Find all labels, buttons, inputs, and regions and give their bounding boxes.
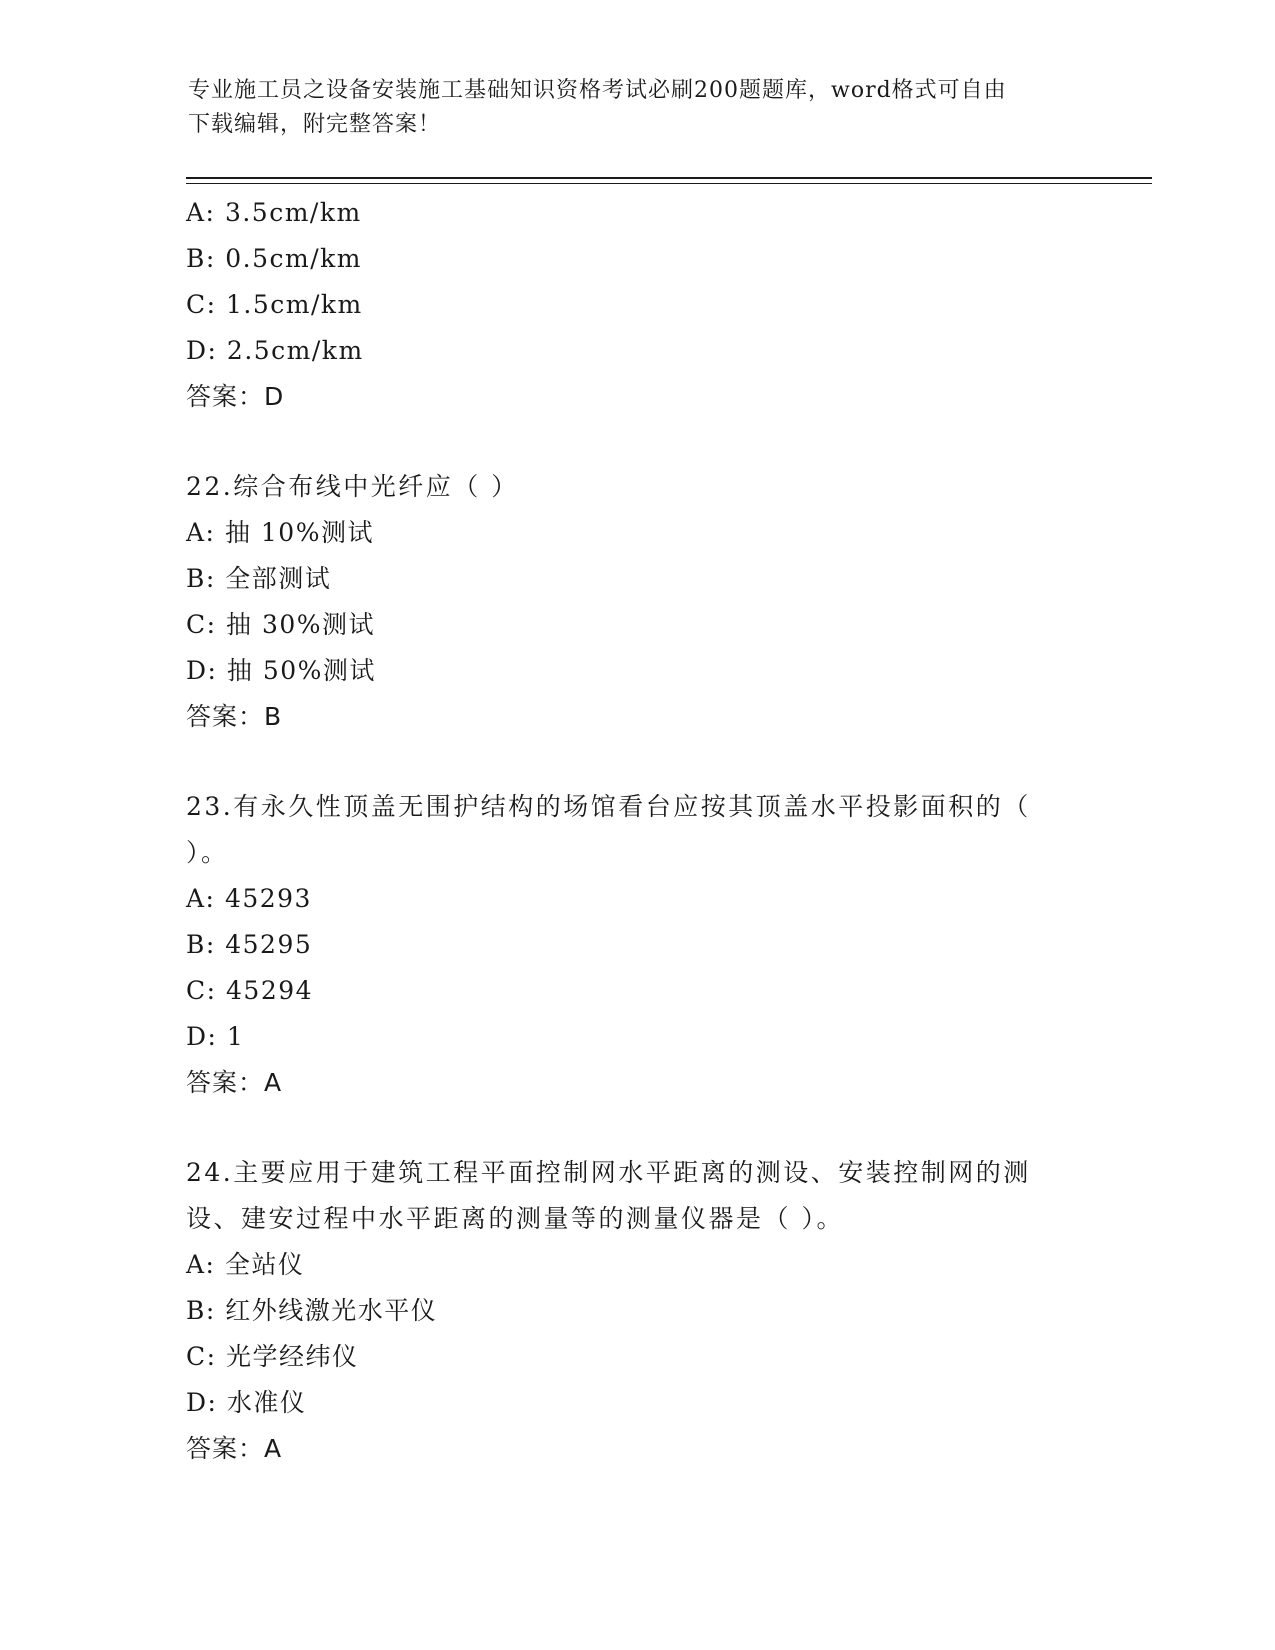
option-a: A: 45293: [186, 884, 312, 913]
question-22: [186, 464, 1086, 740]
header-divider-thick: [186, 177, 1152, 179]
answer: 答案：A: [186, 1434, 283, 1463]
header-line-2: 下载编辑，附完整答案！: [188, 112, 442, 137]
option-b: B: 红外线激光水平仪: [186, 1296, 438, 1325]
option-b: B: 0.5cm/km: [186, 244, 362, 273]
question-list: [186, 190, 1086, 1472]
document-header: [188, 74, 1088, 142]
option-c: C: 45294: [186, 976, 314, 1005]
option-d: D: 抽 50%测试: [186, 656, 376, 685]
question-21: [186, 190, 1086, 420]
option-a: A: 抽 10%测试: [186, 518, 374, 547]
question-stem-line-2: 设、建安过程中水平距离的测量等的测量仪器是（ ）。: [186, 1204, 844, 1233]
option-a: A: 全站仪: [186, 1250, 305, 1279]
option-d: D: 1: [186, 1022, 245, 1051]
header-divider-thin: [186, 183, 1152, 184]
option-c: C: 光学经纬仪: [186, 1342, 359, 1371]
option-d: D: 2.5cm/km: [186, 336, 364, 365]
question-24: [186, 1150, 1086, 1472]
option-a: A: 3.5cm/km: [186, 198, 362, 227]
option-b: B: 全部测试: [186, 564, 332, 593]
answer: 答案：A: [186, 1068, 283, 1097]
header-line-1: 专业施工员之设备安装施工基础知识资格考试必刷200题题库，word格式可自由: [188, 78, 1007, 103]
question-23: [186, 784, 1086, 1106]
question-stem: 22.综合布线中光纤应（ ）: [186, 472, 519, 501]
answer: 答案：D: [186, 382, 285, 411]
answer: 答案：B: [186, 702, 283, 731]
option-b: B: 45295: [186, 930, 313, 959]
question-stem-line-1: 24.主要应用于建筑工程平面控制网水平距离的测设、安装控制网的测: [186, 1158, 1031, 1187]
question-stem-line-2: ）。: [186, 838, 229, 867]
question-stem-line-1: 23.有永久性顶盖无围护结构的场馆看台应按其顶盖水平投影面积的（: [186, 792, 1031, 821]
option-c: C: 1.5cm/km: [186, 290, 363, 319]
option-c: C: 抽 30%测试: [186, 610, 376, 639]
option-d: D: 水准仪: [186, 1388, 307, 1417]
